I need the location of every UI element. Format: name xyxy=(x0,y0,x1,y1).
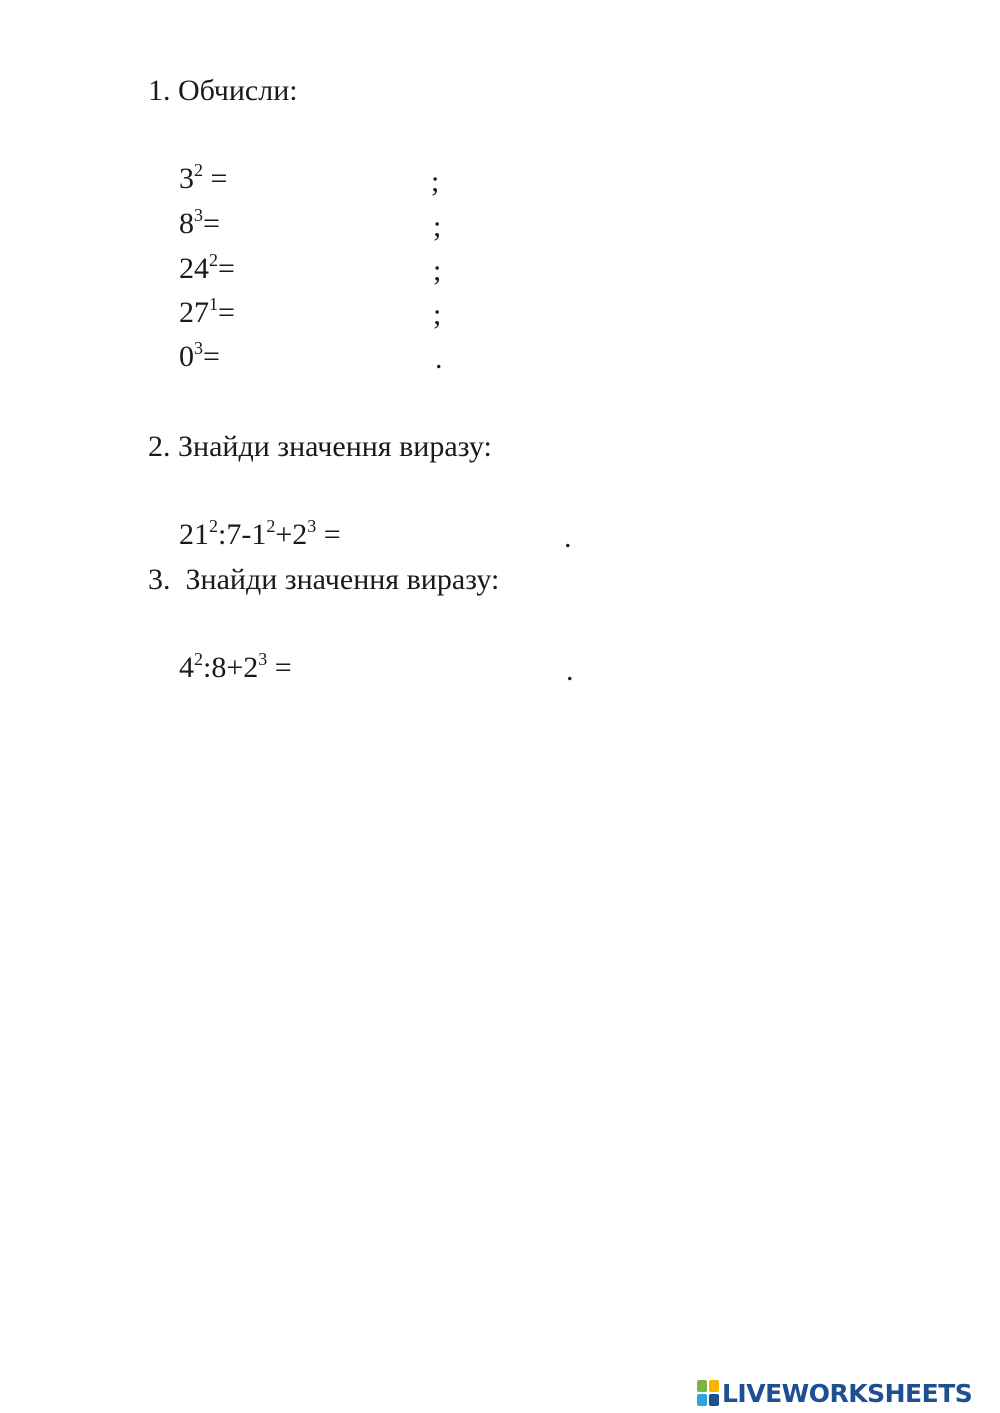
expr-exponent: 3 xyxy=(194,205,203,225)
liveworksheets-logo-icon xyxy=(697,1380,719,1406)
task-1-expression-1-end: ; xyxy=(431,165,440,198)
task-3-title: Знайди значення виразу: xyxy=(178,563,500,596)
brand-name: LIVEWORKSHEETS xyxy=(722,1378,973,1408)
task-2-title: Знайди значення виразу: xyxy=(178,430,492,463)
task-1-expression-4 xyxy=(179,296,235,330)
task-1-expression-4-end: ; xyxy=(433,298,442,331)
expr-exponent: 2 xyxy=(209,516,218,536)
expr-equals: = xyxy=(203,162,228,195)
expr-part: :8+2 xyxy=(203,651,259,684)
task-1-number: 1. xyxy=(148,74,171,107)
expr-base: 3 xyxy=(179,162,194,195)
expr-base: 0 xyxy=(179,340,194,373)
expr-equals: = xyxy=(203,340,220,373)
task-2-expression-end: . xyxy=(564,521,572,554)
expr-part: 4 xyxy=(179,651,194,684)
expr-equals: = xyxy=(218,252,235,285)
task-1-expression-5-end: . xyxy=(435,342,443,375)
task-1-expression-3 xyxy=(179,252,235,286)
expr-exponent: 2 xyxy=(194,649,203,669)
expr-exponent: 3 xyxy=(307,516,317,536)
task-3-number: 3. xyxy=(148,563,171,596)
task-2-expression xyxy=(179,518,341,552)
task-1-expression-1 xyxy=(179,162,227,196)
expr-base: 27 xyxy=(179,296,209,329)
expr-exponent: 1 xyxy=(209,294,218,314)
expr-part: +2 xyxy=(275,518,308,551)
expr-base: 8 xyxy=(179,207,194,240)
expr-exponent: 3 xyxy=(194,338,203,358)
expr-equals: = xyxy=(203,207,220,240)
expr-part: :7-1 xyxy=(218,518,267,551)
task-1-expression-2-end: ; xyxy=(433,210,442,243)
expr-equals: = xyxy=(218,296,235,329)
expr-exponent: 2 xyxy=(266,516,276,536)
task-2-number: 2. xyxy=(148,430,171,463)
task-1-heading xyxy=(148,74,298,108)
task-1-title: Обчисли: xyxy=(178,74,298,107)
task-3-heading xyxy=(148,563,499,597)
task-3-expression-end: . xyxy=(566,654,574,687)
task-1-expression-5 xyxy=(179,340,220,374)
expr-exponent: 2 xyxy=(194,160,203,180)
liveworksheets-logo[interactable] xyxy=(697,1378,972,1408)
task-1-expression-2 xyxy=(179,207,220,241)
task-3-expression xyxy=(179,651,292,685)
task-2-heading xyxy=(148,430,492,464)
expr-base: 24 xyxy=(179,252,209,285)
task-1-expression-3-end: ; xyxy=(433,254,442,287)
expr-exponent: 2 xyxy=(209,250,218,270)
expr-equals: = xyxy=(267,651,292,684)
expr-equals: = xyxy=(316,518,341,551)
expr-exponent: 3 xyxy=(258,649,268,669)
expr-part: 21 xyxy=(179,518,209,551)
